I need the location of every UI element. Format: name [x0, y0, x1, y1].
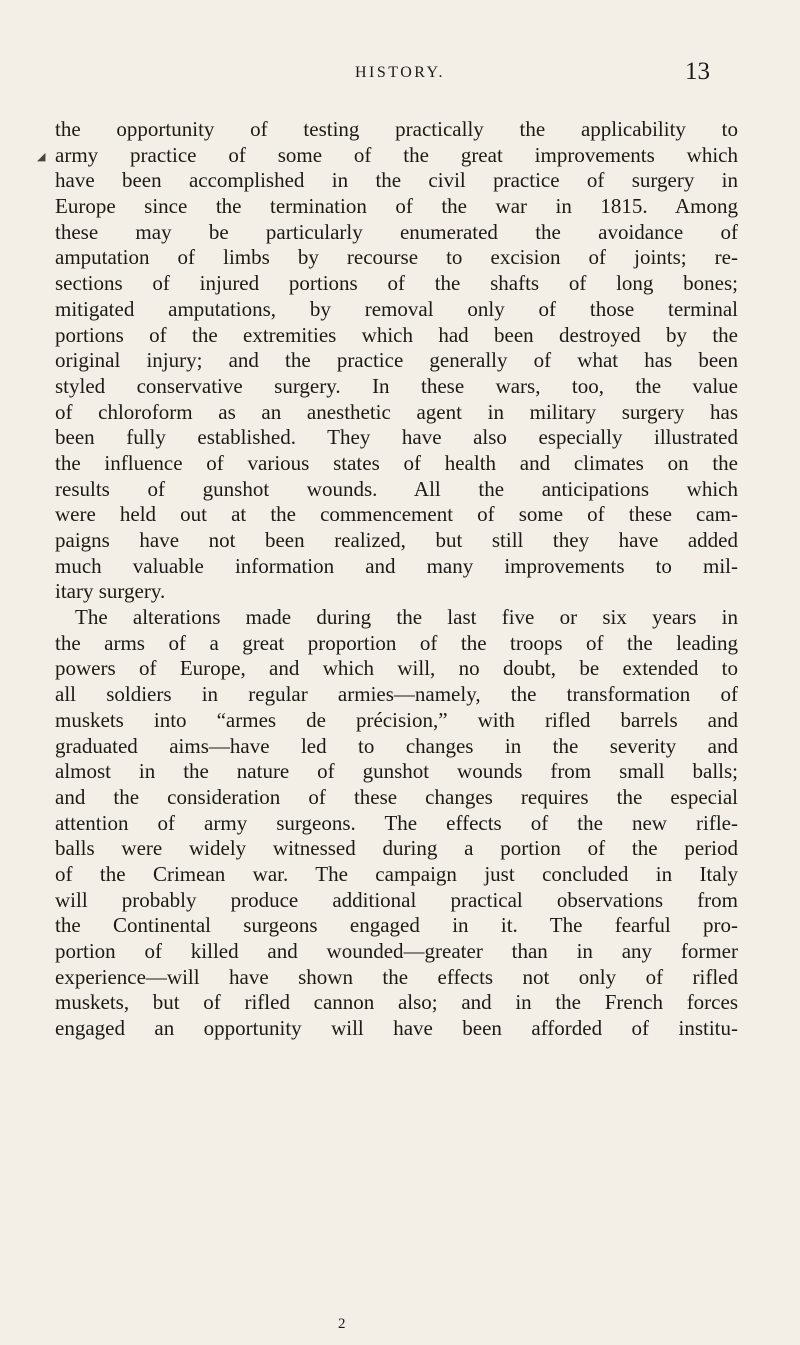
text-line: engaged an opportunity will have been afforded of institu-	[55, 1016, 738, 1041]
text-line: have been accomplished in the civil practice of surgery in	[55, 168, 738, 193]
text-line: these may be particularly enumerated the avoidance of	[55, 219, 738, 244]
text-line: results of gunshot wounds. All the anticipations which	[55, 476, 738, 501]
text-line: muskets into “armes de précision,” with rifled barrels and	[55, 707, 738, 732]
text-line: experience—will have shown the effects not only of rifled	[55, 964, 738, 989]
text-line: powers of Europe, and which will, no doubt, be extended to	[55, 656, 738, 681]
text-line: of the Crimean war. The campaign just concluded in Italy	[55, 861, 738, 886]
text-line: portions of the extremities which had been destroyed by the	[55, 322, 738, 347]
text-line: were held out at the commencement of some of these cam-	[55, 502, 738, 527]
text-line: original injury; and the practice generally of what has been	[55, 348, 738, 373]
running-head	[90, 58, 710, 88]
signature-mark: 2	[338, 1316, 346, 1332]
margin-mark: ◢	[37, 151, 46, 163]
text-line: the arms of a great proportion of the troops of the leading	[55, 630, 738, 655]
text-line: graduated aims—have led to changes in the severity and	[55, 733, 738, 758]
text-line: of chloroform as an anesthetic agent in military surgery has	[55, 399, 738, 424]
text-line: attention of army surgeons. The effects of the new rifle-	[55, 810, 738, 835]
text-line: the Continental surgeons engaged in it. The fearful pro-	[55, 913, 738, 938]
text-line: muskets, but of rifled cannon also; and in the French forces	[55, 990, 738, 1015]
page-number: 13	[685, 58, 710, 85]
text-line: been fully established. They have also especially illustrated	[55, 425, 738, 450]
text-line: sections of injured portions of the shafts of long bones;	[55, 271, 738, 296]
text-line: all soldiers in regular armies—namely, the transformation of	[55, 682, 738, 707]
text-line: the opportunity of testing practically the applicability to	[55, 117, 738, 141]
text-line: paigns have not been realized, but still they have added	[55, 528, 738, 552]
text-line: Europe since the termination of the war in 1815. Among	[55, 194, 738, 219]
text-line: balls were widely witnessed during a portion of the period	[55, 836, 738, 861]
text-line: and the consideration of these changes requires the especial	[55, 784, 738, 809]
text-line: styled conservative surgery. In these wars, too, the value	[55, 373, 738, 398]
text-line: portion of killed and wounded—greater than in any former	[55, 939, 738, 963]
text-line: much valuable information and many improvements to mil-	[55, 553, 738, 578]
text-line: amputation of limbs by recourse to excision of joints; re-	[55, 245, 738, 270]
text-line: the influence of various states of health and climates on the	[55, 450, 738, 475]
text-line: itary surgery.	[55, 579, 166, 604]
text-line: almost in the nature of gunshot wounds from small balls;	[55, 759, 738, 784]
text-line: army practice of some of the great improvements which	[55, 142, 738, 167]
body-text	[55, 117, 738, 1042]
running-title: HISTORY.	[354, 64, 446, 81]
text-line: mitigated amputations, by removal only of those terminal	[55, 296, 738, 321]
text-line: The alterations made during the last five or six years in	[75, 605, 738, 630]
text-line: will probably produce additional practical observations from	[55, 887, 738, 912]
